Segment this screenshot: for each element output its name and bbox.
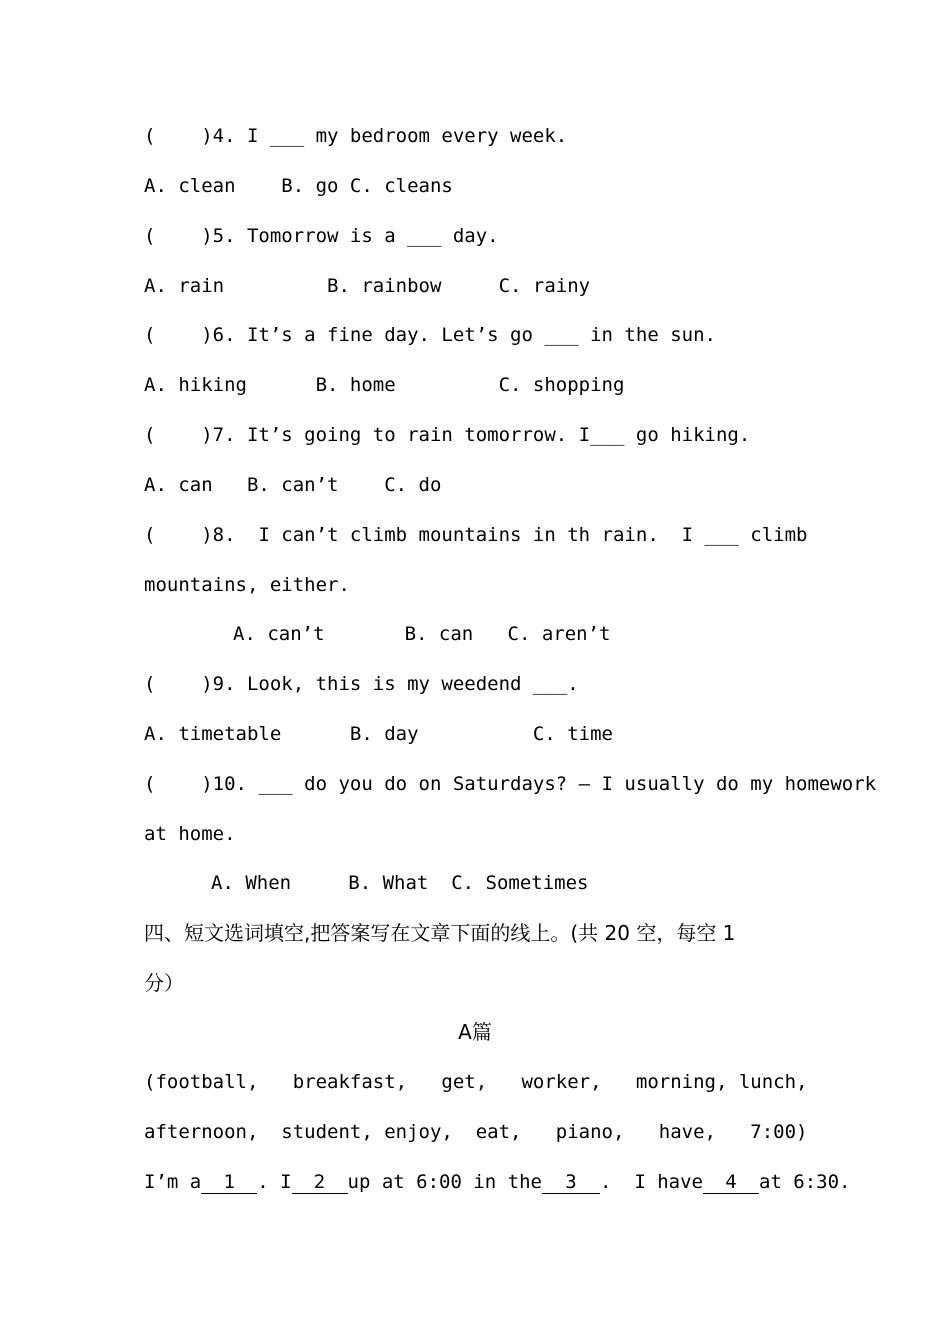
q10-stem: ( )10. ___ do you do on Saturdays? – I usually do my homework [144, 773, 877, 795]
passage-sentence [144, 1170, 850, 1194]
q4-stem: ( )4. I ___ my bedroom every week. [144, 125, 568, 147]
q9-stem: ( )9. Look, this is my weedend ___. [144, 673, 579, 695]
passage-title: A篇 [458, 1020, 492, 1044]
section4-heading-cont: 分） [144, 971, 184, 995]
q5-options: A. rain B. rainbow C. rainy [144, 275, 591, 297]
blank-1[interactable]: 1 [201, 1171, 257, 1194]
q5-stem: ( )5. Tomorrow is a ___ day. [144, 225, 499, 247]
q10-options: A. When B. What C. Sometimes [211, 872, 589, 894]
q7-options: A. can B. can’t C. do [144, 474, 442, 496]
q6-options: A. hiking B. home C. shopping [144, 374, 625, 396]
q7-stem: ( )7. It’s going to rain tomorrow. I___ go hiking. [144, 424, 751, 446]
q8-stem-cont: mountains, either. [144, 574, 350, 596]
q10-stem-cont: at home. [144, 823, 236, 845]
q9-options: A. timetable B. day C. time [144, 723, 613, 745]
blank-4[interactable]: 4 [703, 1171, 759, 1194]
passage-text-4: . I have [600, 1171, 703, 1193]
word-bank-line-1: (football, breakfast, get, worker, morning, lunch, [144, 1071, 808, 1093]
q4-options: A. clean B. go C. cleans [144, 175, 453, 197]
passage-text-3: up at 6:00 in the [347, 1171, 542, 1193]
blank-2[interactable]: 2 [292, 1171, 348, 1194]
passage-text-2: . I [257, 1171, 292, 1193]
blank-3[interactable]: 3 [542, 1171, 600, 1194]
q8-options: A. can’t B. can C. aren’t [233, 623, 611, 645]
section4-heading: 四、短文选词填空,把答案写在文章下面的线上。(共 20 空，每空 1 [144, 921, 736, 945]
passage-text-5: at 6:30. [758, 1171, 851, 1193]
word-bank-line-2: afternoon, student, enjoy, eat, piano, have, 7:00) [144, 1121, 808, 1143]
q8-stem: ( )8. I can’t climb mountains in th rain. I ___ climb [144, 524, 808, 546]
q6-stem: ( )6. It’s a fine day. Let’s go ___ in the sun. [144, 324, 716, 346]
passage-text-1: I’m a [144, 1171, 202, 1193]
